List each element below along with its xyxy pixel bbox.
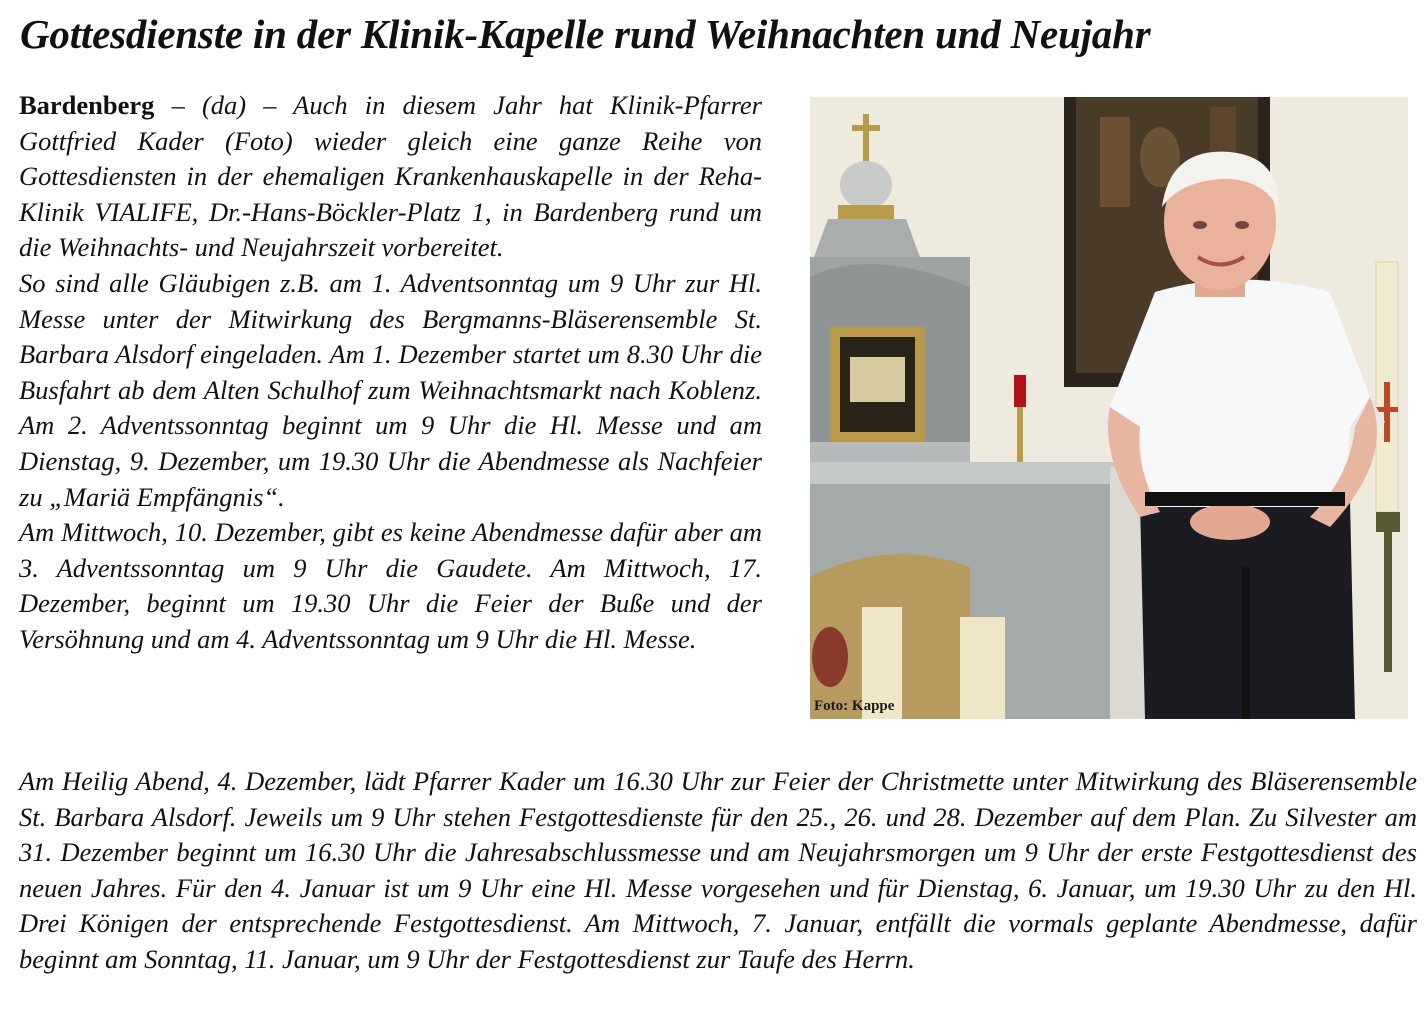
chapel-illustration <box>810 97 1408 719</box>
article-paragraph-christmas: Am Heilig Abend, 4. Dezember, lädt Pfarrer Kader um 16.30 Uhr zur Feier der Christmette unter Mitwirkung des Bläserensemble St. Barbara Alsdorf. Jeweils um 9 Uhr stehen Festgottesdienste für den 25., 26. und 28. Dezember auf dem Plan. Zu Silvester am 31. Dezember beginnt um 16.30 Uhr die Jahresabschlussmesse und am Neujahrsmorgen um 9 Uhr der erste Festgottesdienst des neuen Jahres. Für den 4. Januar ist um 9 Uhr eine Hl. Messe vorgesehen und für Dienstag, 6. Januar, um 19.30 Uhr zu den Hl. Drei Königen der entsprechende Festgottesdienst. Am Mittwoch, 7. Januar, entfällt die vormals geplante Abendmesse, dafür beginnt am Sonntag, 11. Januar, um 9 Uhr der Festgottesdienst zur Taufe des Herrn. <box>19 766 1417 974</box>
altar <box>810 462 1170 719</box>
photo-credit: Foto: Kappe <box>814 698 895 714</box>
article-paragraph-december: Am Mittwoch, 10. Dezember, gibt es keine Abendmesse dafür aber am 3. Adventssonntag um 9 Uhr die Gaudete. Am Mittwoch, 17. Dezember, beginnt um 19.30 Uhr die Feier der Buße und der Versöhnung und am 4. Adventssonntag um 9 Uhr die Hl. Messe. <box>19 517 762 654</box>
dateline-place: Bardenberg <box>19 90 155 120</box>
article-paragraph-intro <box>19 88 762 266</box>
article-full-width <box>19 764 1417 978</box>
headline: Gottesdienste in der Klinik-Kapelle rund Weihnachten und Neujahr <box>20 11 1151 57</box>
pastor-photo <box>810 97 1408 719</box>
article-column <box>19 88 762 658</box>
article-paragraph-advent: So sind alle Gläubigen z.B. am 1. Adventsonntag um 9 Uhr zur Hl. Messe unter der Mitwirkung des Bergmanns-Bläserensemble St. Barbara Alsdorf eingeladen. Am 1. Dezember startet um 8.30 Uhr die Busfahrt ab dem Alten Schulhof zum Weihnachtsmarkt nach Koblenz. Am 2. Adventssonntag beginnt um 9 Uhr die Hl. Messe und am Dienstag, 9. Dezember, um 19.30 Uhr die Abendmesse als Nachfeier zu „Mariä Empfängnis“. <box>19 267 762 512</box>
intro-text: – (da) – Auch in diesem Jahr hat Klinik-Pfarrer Gottfried Kader (Foto) wieder gleich eine ganze Reihe von Gottesdiensten in der ehemaligen Krankenhauskapelle in der Reha-Klinik VIALIFE, Dr.-Hans-Böckler-Platz 1, in Bardenberg rund um die Weihnachts- und Neujahrszeit vorbereitet. <box>19 90 762 263</box>
